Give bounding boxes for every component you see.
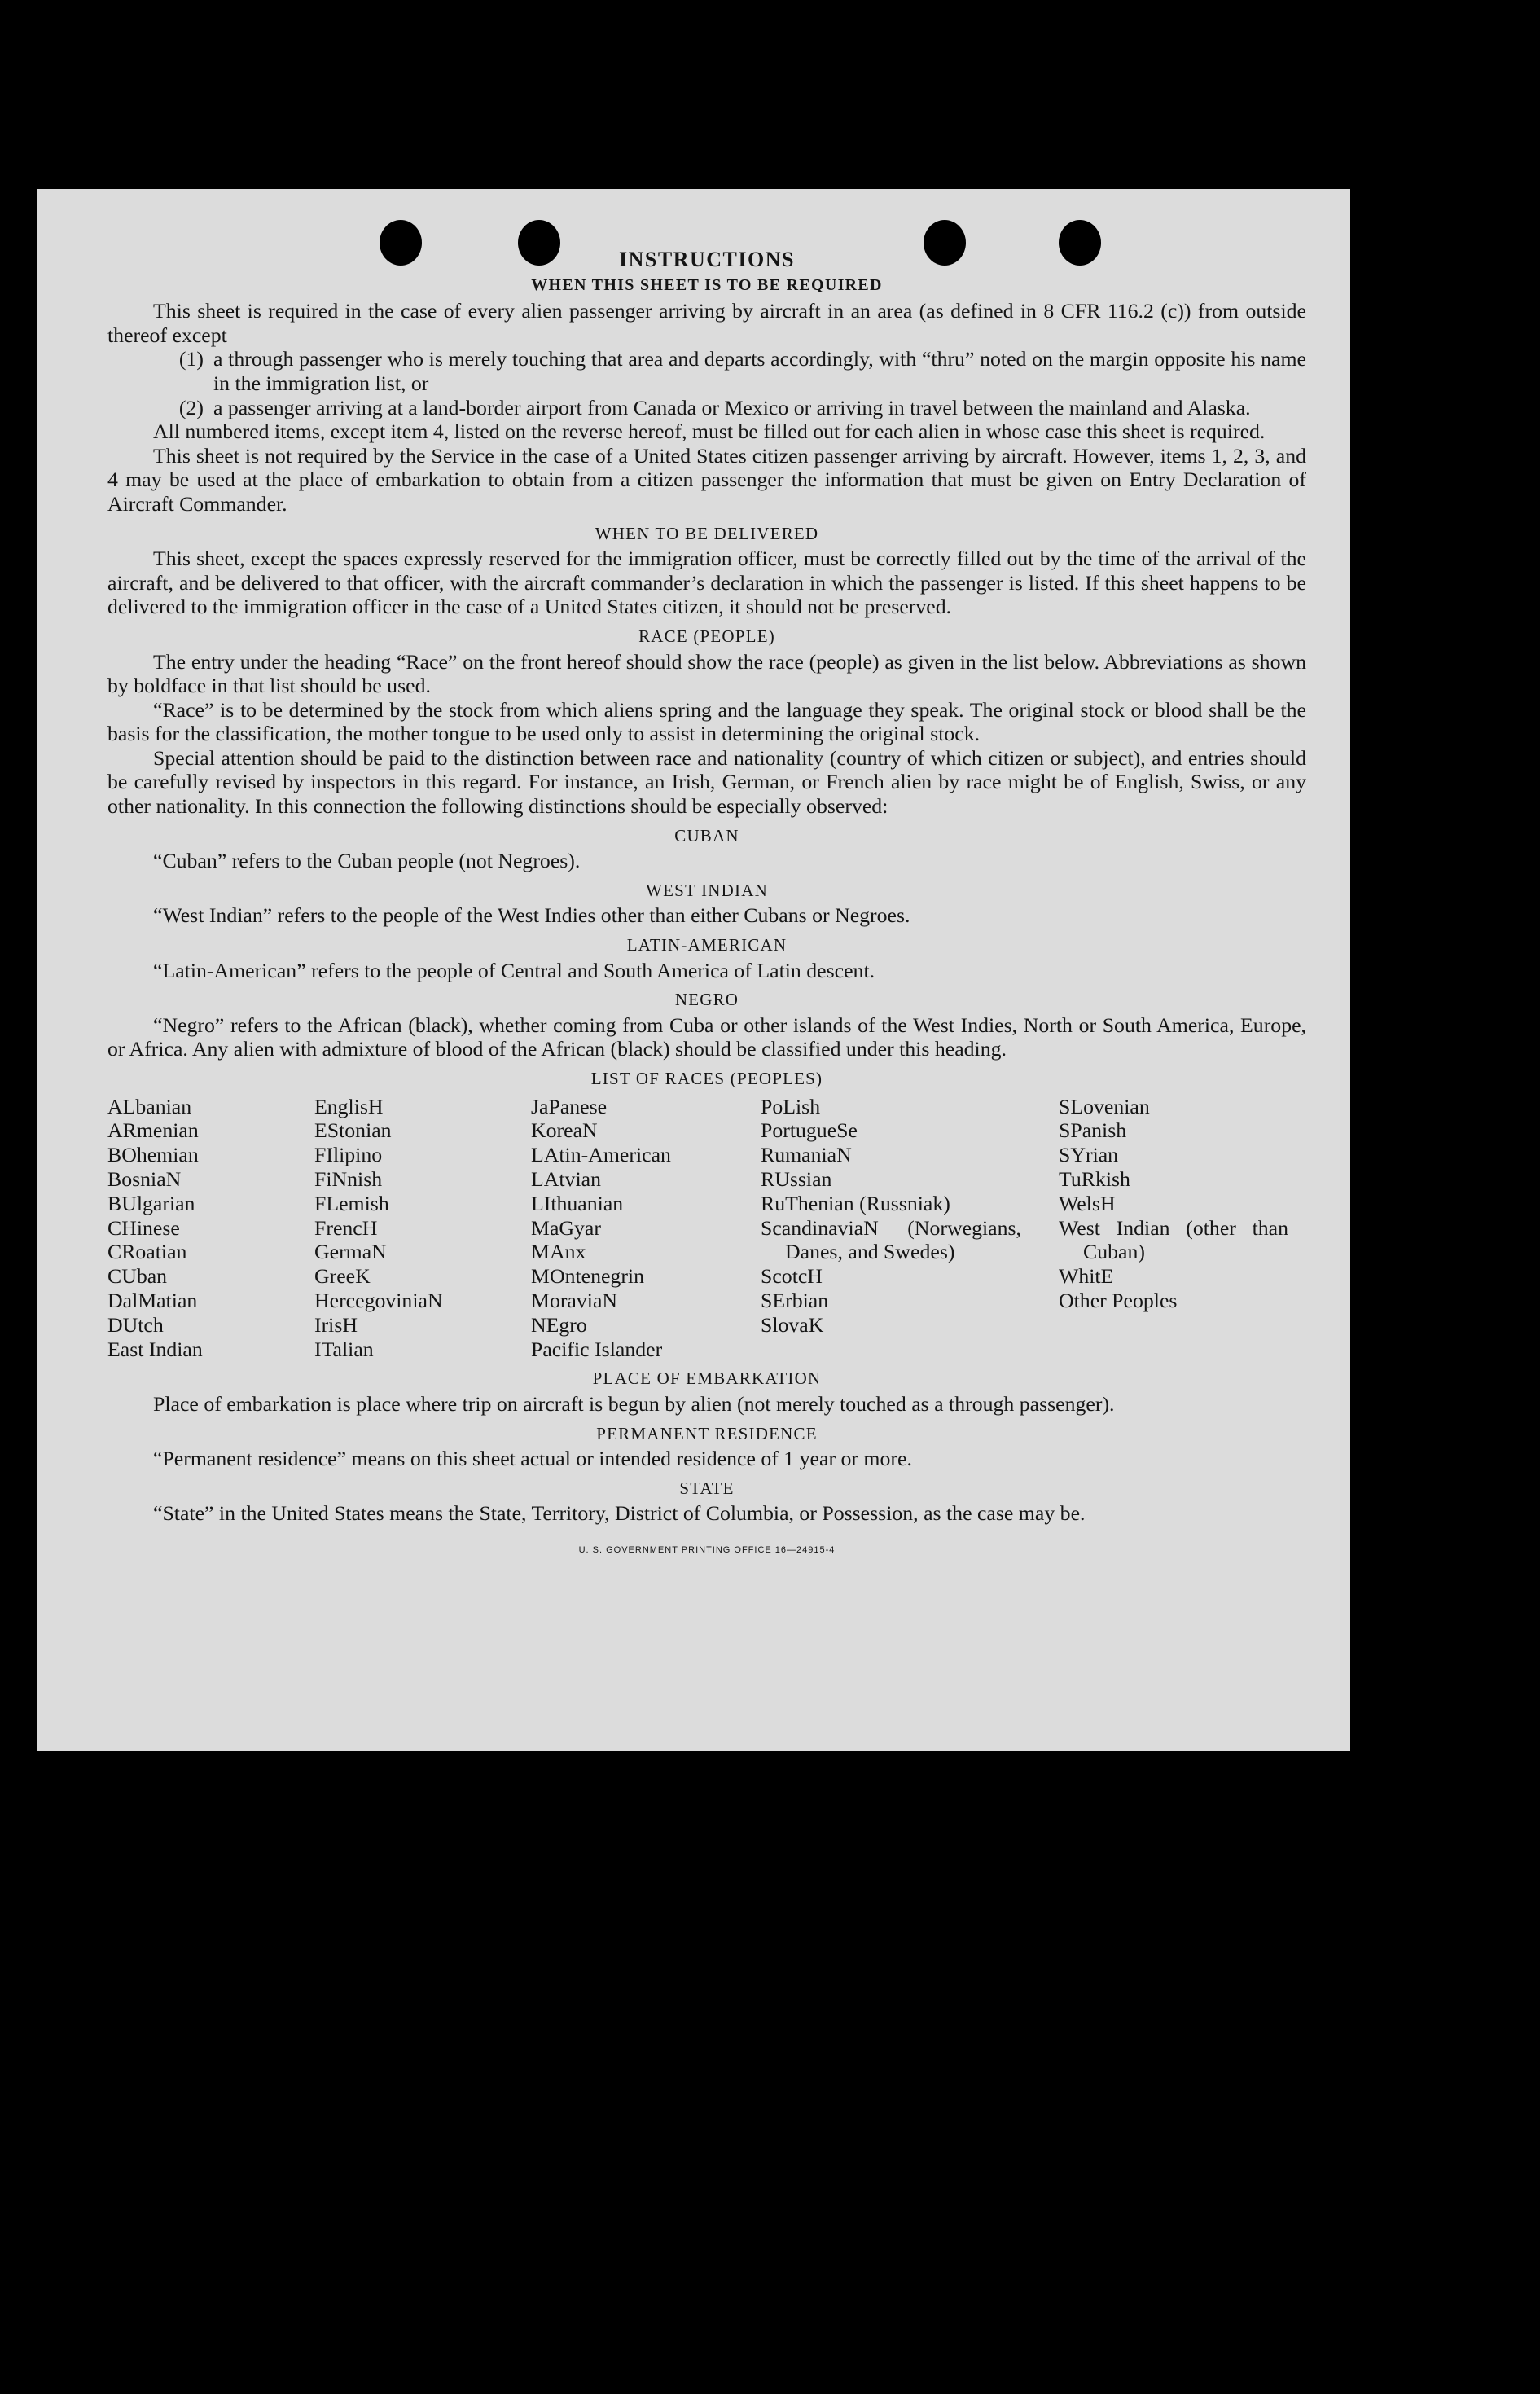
race-item: SPanish <box>1059 1118 1127 1143</box>
race-item: FiNnish <box>314 1166 383 1191</box>
section-heading-negro: NEGRO <box>674 990 739 1010</box>
section-heading-race: RACE (PEOPLE) <box>638 626 775 646</box>
race-item: MAnx <box>531 1240 586 1264</box>
race-item: RUssian <box>761 1166 832 1191</box>
printing-office-footer: U. S. GOVERNMENT PRINTING OFFICE 16—24915-4 <box>578 1544 836 1555</box>
race-item: CRoatian <box>107 1240 187 1264</box>
section-heading-list-of-races: LIST OF RACES (PEOPLES) <box>590 1069 823 1088</box>
race-item: WelsH <box>1059 1191 1116 1215</box>
race-item: West Indian (other than Cuban) <box>1059 1215 1288 1264</box>
paragraph: “Cuban” refers to the Cuban people (not Negroes). <box>153 849 581 873</box>
race-item: ARmenian <box>107 1118 199 1143</box>
paragraph: “West Indian” refers to the people of the West Indies other than either Cubans or Negroes. <box>153 903 910 928</box>
race-item: LAtin-American <box>531 1143 671 1167</box>
race-item: RumaniaN <box>761 1143 852 1167</box>
race-item: LIthuanian <box>531 1191 624 1215</box>
race-item: EnglisH <box>314 1094 384 1118</box>
race-item: Other Peoples <box>1059 1288 1178 1312</box>
paragraph: This sheet is required in the case of every alien passenger arriving by aircraft in an area (as defined in 8 CFR 116.2 (c)) from outside thereof except <box>107 299 1306 347</box>
race-item: TuRkish <box>1059 1166 1130 1191</box>
list-item: (1) a through passenger who is merely touching that area and departs accordingly, with “thru” noted on the margin opposite his name in the immigration list, or <box>178 347 1306 395</box>
section-heading-delivered: WHEN TO BE DELIVERED <box>595 523 819 543</box>
races-column <box>314 1095 531 1362</box>
paragraph: “Latin-American” refers to the people of Central and South America of Latin descent. <box>153 958 875 982</box>
section-heading-cuban: CUBAN <box>674 825 739 846</box>
paragraph: Special attention should be paid to the distinction between race and nationality (country of which citizen or subject), and entries should be carefully revised by inspectors in this regard. For instance, an Irish, German, or French alien by race might be of English, Swiss, or any other nationality. In this connection the following distinctions should be especially observed: <box>107 745 1306 819</box>
race-item: RuThenian (Russniak) <box>761 1191 950 1215</box>
paragraph: All numbered items, except item 4, listed on the reverse hereof, must be filled out for each alien in whose case this sheet is required. <box>153 419 1266 444</box>
section-heading-required: WHEN THIS SHEET IS TO BE REQUIRED <box>531 275 883 294</box>
race-item: MoraviaN <box>531 1288 618 1312</box>
race-item: ScandinaviaN (Norwegians, Danes, and Swedes) <box>761 1215 1021 1264</box>
race-item: FrencH <box>314 1215 378 1240</box>
races-table <box>107 1095 1306 1362</box>
race-item: SlovaK <box>761 1312 824 1337</box>
races-column <box>1059 1095 1306 1362</box>
race-item: SErbian <box>761 1288 829 1312</box>
race-item: GreeK <box>314 1264 371 1289</box>
race-item: FIlipino <box>314 1143 383 1167</box>
section-heading-state: STATE <box>679 1478 735 1498</box>
race-item: SYrian <box>1059 1143 1119 1167</box>
paragraph: “Race” is to be determined by the stock from which aliens spring and the language they speak. The original stock or blood shall be the basis for the classification, the mother tongue to be used only to assist in determining the original stock. <box>107 697 1306 746</box>
race-item: ScotcH <box>761 1264 823 1289</box>
race-item: BosniaN <box>107 1166 182 1191</box>
instructions-content <box>107 248 1306 1563</box>
section-heading-residence: PERMANENT RESIDENCE <box>596 1423 818 1443</box>
race-item: East Indian <box>107 1337 203 1361</box>
race-item: HercegoviniaN <box>314 1288 443 1312</box>
race-item: CHinese <box>107 1215 180 1240</box>
list-item: (2) a passenger arriving at a land-border airport from Canada or Mexico or arriving in travel between the mainland and Alaska. <box>178 395 1251 419</box>
race-item: MOntenegrin <box>531 1264 644 1289</box>
paragraph: “Negro” refers to the African (black), whether coming from Cuba or other islands of the West Indies, North or South America, Europe, or Africa. Any alien with admixture of blood of the African (black) should be classified under this heading. <box>107 1013 1306 1061</box>
page-title: INSTRUCTIONS <box>619 248 795 271</box>
race-item: SLovenian <box>1059 1094 1150 1118</box>
race-item: CUban <box>107 1264 168 1289</box>
race-item: LAtvian <box>531 1166 601 1191</box>
race-item: NEgro <box>531 1312 587 1337</box>
paragraph: The entry under the heading “Race” on the front hereof should show the race (people) as given in the list below. Abbreviations as shown by boldface in that list should be used. <box>107 649 1306 698</box>
paragraph: This sheet, except the spaces expressly reserved for the immigration officer, must be correctly filled out by the time of the arrival of the aircraft, and be delivered to that officer, with the aircraft commander’s declaration in which the passenger is listed. If this sheet happens to be delivered to the immigration officer in the case of a United States citizen, it should not be preserved. <box>107 547 1306 619</box>
race-item: PoLish <box>761 1094 821 1118</box>
race-item: BUlgarian <box>107 1191 195 1215</box>
race-item: JaPanese <box>531 1094 608 1118</box>
races-column <box>761 1095 1059 1362</box>
race-item: ALbanian <box>107 1094 192 1118</box>
paragraph: Place of embarkation is place where trip on aircraft is begun by alien (not merely touched as a through passenger). <box>153 1391 1115 1416</box>
race-item: DUtch <box>107 1312 164 1337</box>
paragraph: This sheet is not required by the Service in the case of a United States citizen passenger arriving by aircraft. However, items 1, 2, 3, and 4 may be used at the place of embarkation to obtain from a citizen passenger the information that must be given on Entry Declaration of Aircraft Commander. <box>107 443 1306 516</box>
race-item: BOhemian <box>107 1143 199 1167</box>
race-item: EStonian <box>314 1118 392 1143</box>
race-item: GermaN <box>314 1240 387 1264</box>
section-heading-west-indian: WEST INDIAN <box>646 880 768 900</box>
race-item: WhitE <box>1059 1264 1114 1289</box>
race-item: ITalian <box>314 1337 374 1361</box>
section-heading-embarkation: PLACE OF EMBARKATION <box>592 1368 822 1389</box>
race-item: PortugueSe <box>761 1118 858 1143</box>
paragraph: “Permanent residence” means on this sheet actual or intended residence of 1 year or more. <box>153 1447 912 1471</box>
race-item: Pacific Islander <box>531 1337 663 1361</box>
race-item: KoreaN <box>531 1118 598 1143</box>
race-item: DalMatian <box>107 1288 198 1312</box>
race-item: IrisH <box>314 1312 358 1337</box>
races-column <box>107 1095 314 1362</box>
race-item: FLemish <box>314 1191 389 1215</box>
paragraph: “State” in the United States means the State, Territory, District of Columbia, or Possession, as the case may be. <box>153 1501 1086 1526</box>
section-heading-latin-american: LATIN-AMERICAN <box>626 935 788 955</box>
races-column <box>531 1095 761 1362</box>
race-item: MaGyar <box>531 1215 601 1240</box>
document-sheet <box>37 189 1350 1751</box>
